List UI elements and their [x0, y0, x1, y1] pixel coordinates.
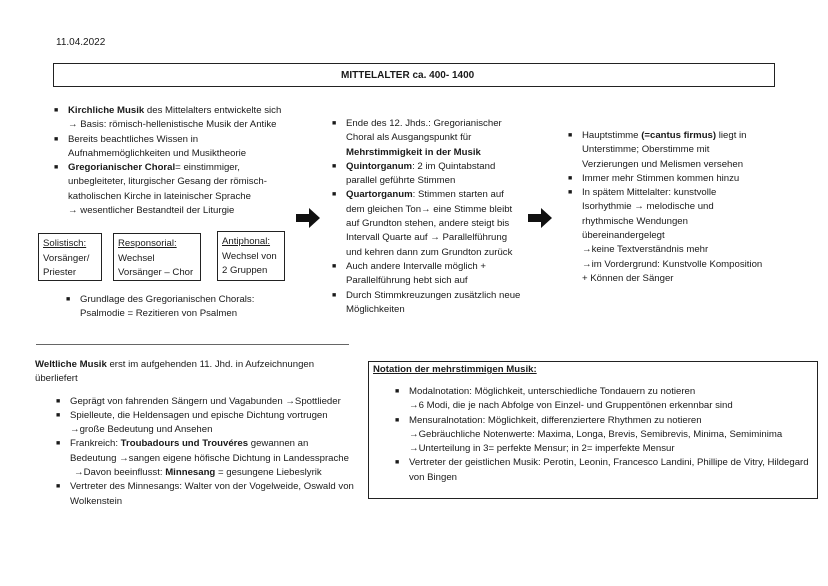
box-line: Wechsel — [118, 252, 155, 264]
item-text: Spielleute, die Heldensagen und epische Dichtung vortrugen — [70, 409, 328, 421]
item-text: Frankreich: — [70, 438, 121, 450]
polyphony-column — [332, 117, 524, 317]
item-text: Durch Stimmkreuzungen zusätzlich neue Möglichkeiten — [346, 289, 521, 315]
item-text: Ende des 12. Jhds.: Gregorianischer Choral als Ausgangspunkt für — [346, 118, 502, 144]
list-item — [395, 456, 815, 485]
item-sub: →6 Modi, die je nach Abfolge von Einzel- und Gruppentönen erkennbar sind — [409, 400, 733, 412]
item-sub: → wesentlicher Bestandteil der Liturgie — [68, 205, 235, 217]
item-text: Grundlage des Gregorianischen Chorals: Psalmodie = Rezitieren von Psalmen — [80, 294, 255, 320]
item-sub: →im Vordergrund: Kunstvolle Komposition + Können der Sänger — [582, 258, 763, 284]
item-text: Immer mehr Stimmen kommen hinzu — [582, 172, 740, 184]
item-text: Mensuralnotation: Möglichkeit, differenziertere Rhythmen zu notieren — [409, 414, 702, 426]
item-bold: Mehrstimmigkeit in der Musik — [346, 146, 481, 158]
choral-basis — [66, 293, 296, 322]
list-item — [395, 385, 815, 414]
arrow-right-icon — [528, 208, 552, 233]
item-sub: → Basis: römisch-hellenistische Musik der Antike — [68, 119, 277, 131]
date: 11.04.2022 — [56, 37, 106, 48]
item-bold: Minnesang — [165, 467, 216, 479]
list-item — [332, 117, 524, 160]
item-bold: Quartorganum — [346, 189, 413, 201]
list-item — [54, 161, 294, 218]
page-title: MITTELALTER ca. 400- 1400 — [341, 70, 475, 81]
heading-text: erst im aufgehenden 11. Jhd. in Aufzeichnungen überliefert — [35, 359, 315, 385]
item-sub: →große Bedeutung und Ansehen — [70, 424, 213, 436]
list-item — [332, 260, 524, 289]
list-item — [568, 186, 768, 286]
item-bold: Gregorianischer Choral — [68, 162, 176, 174]
list-item — [66, 293, 296, 322]
list-item — [332, 188, 524, 259]
item-text: : Stimmen starten auf dem gleichen Ton→ eine Stimme bleibt auf Grundton stehen, andere steigt bis Intervall Quarte auf → Parallelführung und kehren dann zum Grundton zurück — [346, 189, 513, 258]
box-line: Priester — [43, 267, 77, 278]
list-item — [54, 104, 294, 133]
arrow-right-icon — [296, 208, 320, 233]
notation-heading: Notation der mehrstimmigen Musik: — [373, 364, 537, 375]
item-sub — [70, 466, 355, 480]
list-item — [54, 133, 294, 162]
item-bold: (=cantus firmus) — [641, 130, 717, 141]
box-line: 2 Gruppen — [222, 265, 268, 276]
choral-type-box — [113, 233, 201, 281]
item-text: Hauptstimme — [582, 130, 642, 141]
secular-music-section — [35, 358, 355, 509]
item-text: gewannen an Bedeutung →sangen eigene höfische Dichtung in Landessprache — [70, 438, 349, 464]
list-item — [568, 129, 768, 172]
late-medieval-column — [568, 129, 768, 286]
sacred-music-column — [54, 104, 294, 218]
item-text: Modalnotation: Möglichkeit, unterschiedliche Tondauern zu notieren — [409, 386, 696, 397]
list-item — [395, 414, 815, 457]
list-item — [56, 395, 355, 409]
title-box — [53, 63, 775, 87]
item-text: = einstimmiger, unbegleiteter, liturgischer Gesang der römisch-katholischen Kirche in lateinischer Sprache — [68, 162, 267, 202]
item-text: : 2 im Quintabstand parallel geführte Stimmen — [346, 160, 496, 187]
item-text: Geprägt von fahrenden Sängern und Vagabunden →Spottlieder — [70, 395, 341, 407]
box-head: Solistisch: — [43, 238, 87, 249]
choral-type-box — [217, 231, 285, 281]
notation-list — [395, 385, 815, 485]
list-item — [332, 160, 524, 189]
item-text: liegt in Unterstimme; Oberstimme mit Verzierungen und Melismen versehen — [582, 130, 747, 170]
item-bold: Troubadours und Trouvéres — [120, 438, 249, 450]
list-item — [56, 480, 355, 509]
choral-type-box — [38, 233, 102, 281]
item-text: Vertreter der geistlichen Musik: Perotin, Leonin, Francesco Landini, Phillipe de Vitry, Hildegard von Bingen — [409, 457, 809, 483]
list-item — [56, 437, 355, 480]
box-line: Vorsänger/ — [43, 252, 90, 264]
list-item — [56, 409, 355, 438]
item-sub: →Gebräuchliche Notenwerte: Maxima, Longa, Brevis, Semibrevis, Minima, Semiminima →Unterteilung in 3= perfekte Mensur; in 2= imperfekte Mensur — [409, 428, 783, 455]
item-text: Vertreter des Minnesangs: Walter von der Vogelweide, Oswald von Wolkenstein — [70, 481, 354, 507]
item-text: des Mittelalters entwickelte sich — [144, 105, 282, 116]
item-text: = gesungene Liebeslyrik — [215, 467, 322, 479]
item-text: Auch andere Intervalle möglich + Parallelführung hebt sich auf — [346, 260, 486, 287]
item-text: →Davon beeinflusst: — [74, 467, 166, 479]
item-sub: →keine Textverständnis mehr — [582, 244, 709, 256]
box-head: Antiphonal: — [222, 236, 271, 247]
section-heading — [35, 358, 355, 387]
box-head: Responsorial: — [118, 238, 177, 249]
box-line: Vorsänger – Chor — [118, 267, 194, 278]
item-text: In spätem Mittelalter: kunstvolle Isorhythmie → melodische und rhythmische Wendungen übereinandergelegt — [582, 187, 717, 242]
divider — [36, 344, 349, 345]
heading-bold: Weltliche Musik — [35, 359, 107, 370]
item-bold: Quintorganum — [346, 160, 413, 172]
list-item — [332, 289, 524, 318]
box-line: Wechsel von — [222, 250, 277, 262]
item-text: Bereits beachtliches Wissen in Aufnahmemöglichkeiten und Musiktheorie — [68, 133, 247, 159]
item-bold: Kirchliche Musik — [68, 105, 145, 116]
list-item — [568, 172, 768, 186]
